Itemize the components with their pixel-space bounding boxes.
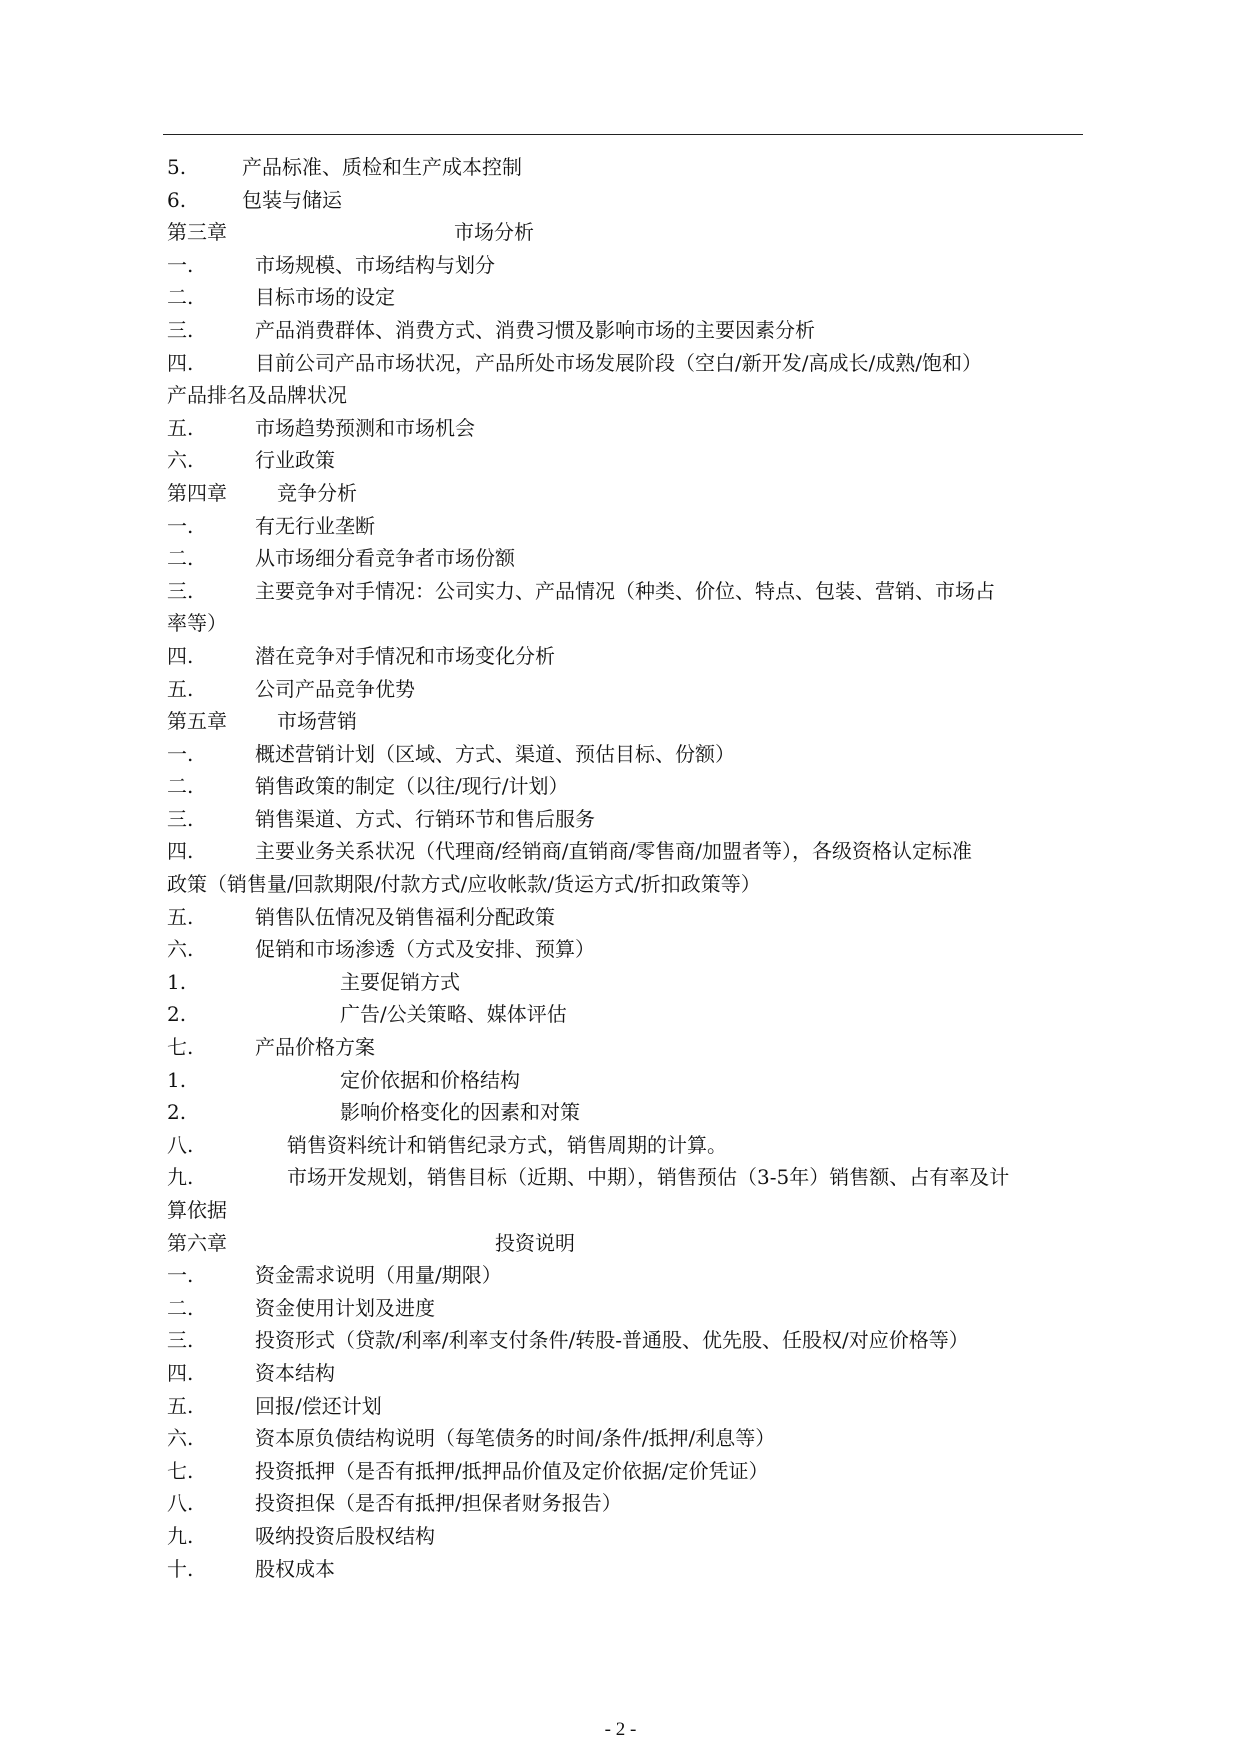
item-text: 股权成本 — [255, 1556, 335, 1581]
outline-line — [167, 673, 1087, 706]
outline-line — [167, 770, 1087, 803]
item-text: 销售渠道、方式、行销环节和售后服务 — [255, 806, 595, 831]
item-number: 6. — [167, 187, 187, 212]
item-text: 定价依据和价格结构 — [340, 1067, 520, 1092]
outline-subline — [167, 1096, 1087, 1129]
chapter-number: 第四章 — [167, 480, 227, 505]
item-number: 四. — [167, 643, 194, 668]
item-text: 回报/偿还计划 — [255, 1393, 382, 1418]
item-number: 二. — [167, 774, 194, 799]
outline-line — [167, 1292, 1087, 1325]
chapter-heading — [167, 477, 1087, 510]
item-number: 八. — [167, 1132, 194, 1157]
item-text: 销售资料统计和销售纪录方式，销售周期的计算。 — [287, 1132, 727, 1157]
outline-line — [167, 738, 1087, 771]
item-number: 二. — [167, 1295, 194, 1320]
item-text: 资金使用计划及进度 — [255, 1295, 435, 1320]
item-number: 六. — [167, 937, 194, 962]
item-number: 5. — [167, 155, 187, 179]
chapter-heading — [167, 705, 1087, 738]
chapter-title: 市场营销 — [277, 709, 357, 734]
outline-line — [167, 1259, 1087, 1292]
item-number: 1. — [167, 1067, 187, 1092]
outline-line — [167, 542, 1087, 575]
item-text: 政策（销售量/回款期限/付款方式/应收帐款/货运方式/折扣政策等） — [167, 872, 761, 897]
outline-line — [167, 640, 1087, 673]
item-text: 市场趋势预测和市场机会 — [255, 415, 475, 440]
outline-line — [167, 1031, 1087, 1064]
item-text: 广告/公关策略、媒体评估 — [340, 1002, 567, 1027]
item-text: 潜在竞争对手情况和市场变化分析 — [255, 643, 555, 668]
chapter-title: 竞争分析 — [277, 480, 357, 505]
outline-line — [167, 1520, 1087, 1553]
outline-line — [167, 803, 1087, 836]
item-number: 一. — [167, 741, 194, 766]
item-number: 四. — [167, 350, 194, 375]
item-text: 资本结构 — [255, 1360, 335, 1385]
page-number: - 2 - — [604, 1719, 637, 1740]
item-text: 产品价格方案 — [255, 1035, 375, 1060]
item-text: 市场开发规划，销售目标（近期、中期），销售预估（3-5年）销售额、占有率及计 — [287, 1165, 1010, 1190]
item-text: 产品标准、质检和生产成本控制 — [242, 155, 522, 179]
chapter-number: 第五章 — [167, 709, 227, 734]
outline-line — [167, 184, 1087, 217]
outline-line — [167, 444, 1087, 477]
item-text: 销售政策的制定（以往/现行/计划） — [255, 774, 569, 799]
outline-line — [167, 1357, 1087, 1390]
item-number: 二. — [167, 285, 194, 310]
outline-line — [167, 347, 1087, 380]
item-number: 三. — [167, 317, 194, 342]
item-text: 概述营销计划（区域、方式、渠道、预估目标、份额） — [255, 741, 735, 766]
outline-line — [167, 1455, 1087, 1488]
outline-line — [167, 1487, 1087, 1520]
outline-line-continuation — [167, 1194, 1087, 1227]
outline-line-continuation — [167, 379, 1087, 412]
item-text: 市场规模、市场结构与划分 — [255, 252, 495, 277]
document-body — [167, 151, 1087, 1585]
outline-line — [167, 1422, 1087, 1455]
item-number: 三. — [167, 806, 194, 831]
chapter-title: 市场分析 — [454, 220, 534, 245]
outline-line — [167, 1324, 1087, 1357]
item-number: 六. — [167, 1426, 194, 1451]
outline-line — [167, 412, 1087, 445]
item-text: 产品消费群体、消费方式、消费习惯及影响市场的主要因素分析 — [255, 317, 815, 342]
item-text: 公司产品竞争优势 — [255, 676, 415, 701]
chapter-title: 投资说明 — [495, 1230, 575, 1255]
item-number: 1. — [167, 969, 187, 994]
item-number: 十. — [167, 1556, 194, 1581]
item-text: 率等） — [167, 611, 227, 636]
item-number: 三. — [167, 578, 194, 603]
item-number: 一. — [167, 513, 194, 538]
outline-subline — [167, 966, 1087, 999]
item-number: 七. — [167, 1458, 194, 1483]
item-text: 有无行业垄断 — [255, 513, 375, 538]
item-text: 主要竞争对手情况：公司实力、产品情况（种类、价位、特点、包装、营销、市场占 — [255, 578, 995, 603]
outline-line — [167, 1161, 1087, 1194]
header-rule — [163, 134, 1083, 135]
item-text: 主要业务关系状况（代理商/经销商/直销商/零售商/加盟者等），各级资格认定标准 — [255, 839, 972, 864]
item-text: 从市场细分看竞争者市场份额 — [255, 546, 515, 571]
outline-line — [167, 575, 1087, 608]
item-number: 四. — [167, 839, 194, 864]
outline-line — [167, 901, 1087, 934]
item-number: 五. — [167, 904, 194, 929]
item-number: 2. — [167, 1002, 187, 1027]
item-text: 投资抵押（是否有抵押/抵押品价值及定价依据/定价凭证） — [255, 1458, 769, 1483]
item-number: 五. — [167, 1393, 194, 1418]
item-number: 一. — [167, 1263, 194, 1288]
item-number: 四. — [167, 1360, 194, 1385]
item-text: 主要促销方式 — [340, 969, 460, 994]
item-number: 九. — [167, 1165, 194, 1190]
item-text: 包装与储运 — [242, 187, 342, 212]
chapter-number: 第三章 — [167, 220, 227, 245]
item-text: 产品排名及品牌状况 — [167, 383, 347, 408]
item-text: 行业政策 — [255, 448, 335, 473]
outline-line — [167, 933, 1087, 966]
item-number: 三. — [167, 1328, 194, 1353]
chapter-number: 第六章 — [167, 1230, 227, 1255]
item-number: 二. — [167, 546, 194, 571]
item-number: 五. — [167, 415, 194, 440]
outline-line — [167, 1129, 1087, 1162]
item-text: 目标市场的设定 — [255, 285, 395, 310]
item-text: 销售队伍情况及销售福利分配政策 — [255, 904, 555, 929]
item-text: 投资形式（贷款/利率/利率支付条件/转股-普通股、优先股、任股权/对应价格等） — [255, 1328, 969, 1353]
outline-line — [167, 249, 1087, 282]
outline-line — [167, 510, 1087, 543]
outline-subline — [167, 998, 1087, 1031]
item-text: 促销和市场渗透（方式及安排、预算） — [255, 937, 595, 962]
item-text: 吸纳投资后股权结构 — [255, 1523, 435, 1548]
outline-line — [167, 835, 1087, 868]
outline-line — [167, 281, 1087, 314]
outline-line — [167, 1390, 1087, 1423]
item-number: 六. — [167, 448, 194, 473]
item-number: 九. — [167, 1523, 194, 1548]
item-number: 一. — [167, 252, 194, 277]
outline-line-continuation — [167, 607, 1087, 640]
item-text: 目前公司产品市场状况，产品所处市场发展阶段（空白/新开发/高成长/成熟/饱和） — [255, 350, 982, 375]
outline-subline — [167, 1064, 1087, 1097]
outline-line-continuation — [167, 868, 1087, 901]
item-text: 投资担保（是否有抵押/担保者财务报告） — [255, 1491, 622, 1516]
item-text: 算依据 — [167, 1198, 227, 1222]
item-number: 七. — [167, 1035, 194, 1060]
item-number: 2. — [167, 1100, 187, 1125]
item-number: 五. — [167, 676, 194, 701]
outline-line — [167, 314, 1087, 347]
chapter-heading — [167, 1227, 1087, 1260]
item-number: 八. — [167, 1491, 194, 1516]
item-text: 资金需求说明（用量/期限） — [255, 1263, 502, 1288]
outline-line — [167, 1553, 1087, 1586]
outline-line — [167, 151, 1087, 184]
chapter-heading — [167, 216, 1087, 249]
item-text: 资本原负债结构说明（每笔债务的时间/条件/抵押/利息等） — [255, 1426, 776, 1451]
item-text: 影响价格变化的因素和对策 — [340, 1100, 580, 1125]
